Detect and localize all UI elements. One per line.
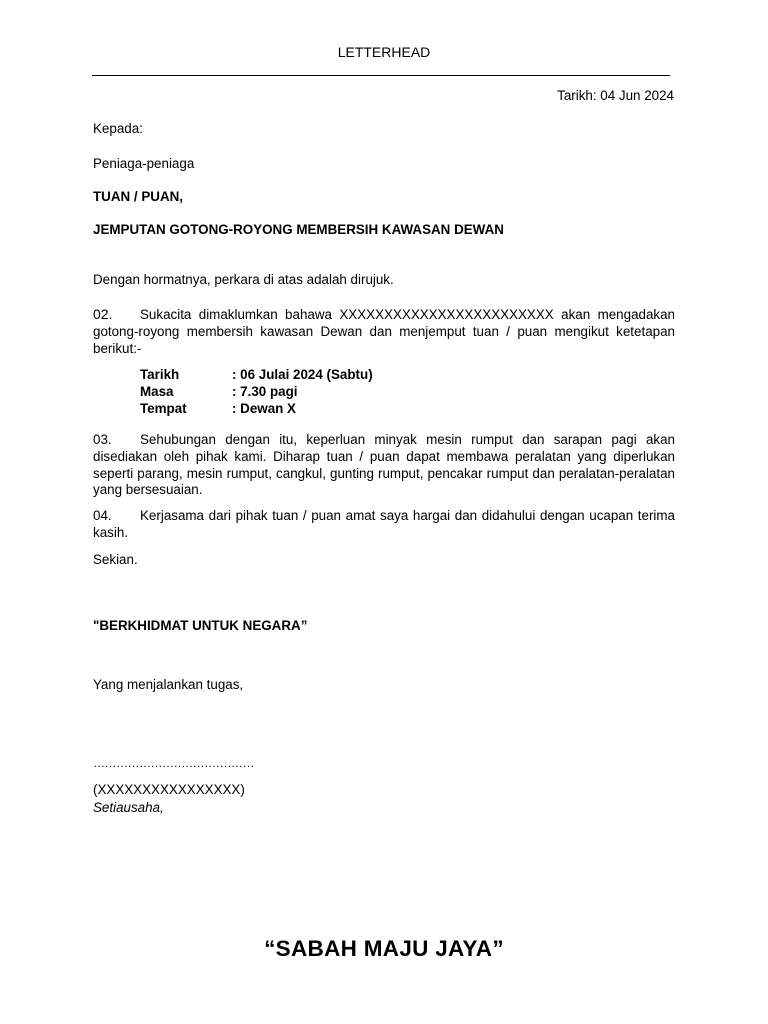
paragraph-number: 04. [93,508,112,523]
event-details [140,366,373,417]
paragraph-03 [93,432,675,499]
detail-value: : Dewan X [232,401,296,416]
detail-row-date [140,366,373,383]
paragraph-number: 02. [93,306,113,322]
opening-line: Dengan hormatnya, perkara di atas adalah dirujuk. [93,272,394,287]
subject: JEMPUTAN GOTONG-ROYONG MEMBERSIH KAWASAN DEWAN [93,222,504,237]
letterhead: LETTERHEAD [337,44,431,60]
detail-row-time [140,383,373,400]
detail-label: Tarikh [140,367,180,382]
closing: Sekian. [93,552,138,567]
detail-label: Masa [140,384,174,399]
paragraph-text: Kerjasama dari pihak tuan / puan amat saya hargai dan didahului dengan ucapan terima kasih. [93,508,675,540]
paragraph-04 [93,508,675,542]
detail-value: : 06 Julai 2024 (Sabtu) [232,367,373,382]
to-label: Kepada: [93,121,143,136]
detail-value: : 7.30 pagi [232,384,298,399]
letterhead-divider [92,75,670,76]
signatory-name: (XXXXXXXXXXXXXXXX) [93,782,245,797]
paragraph-text: Sehubungan dengan itu, keperluan minyak mesin rumput dan sarapan pagi akan disediakan oleh pihak kami. Diharap tuan / puan dapat membawa peralatan yang diperlukan seperti parang, mesin rumput, cangkul, gunting rumput, pencakar rumput dan peralatan-peralatan yang bersesuaian. [93,432,675,498]
letter-date: Tarikh: 04 Jun 2024 [557,88,674,103]
recipient: Peniaga-peniaga [93,156,195,171]
paragraph-number: 03. [93,432,112,447]
detail-row-place [140,400,373,417]
salutation: TUAN / PUAN, [93,189,184,204]
detail-label: Tempat [140,401,187,416]
motto: “SABAH MAJU JAYA” [264,936,504,961]
signatory-title: Setiausaha, [93,800,164,815]
paragraph-text: Sukacita dimaklumkan bahawa XXXXXXXXXXXXXXXXXXXXXXXX akan mengadakan gotong-royong membersih kawasan Dewan dan menjemput tuan / puan mengikut ketetapan berikut:- [93,307,675,356]
paragraph-02 [93,306,675,357]
signature-line: …………………………………… [93,756,254,770]
slogan: "BERKHIDMAT UNTUK NEGARA” [93,618,308,633]
duty-line: Yang menjalankan tugas, [93,677,244,692]
